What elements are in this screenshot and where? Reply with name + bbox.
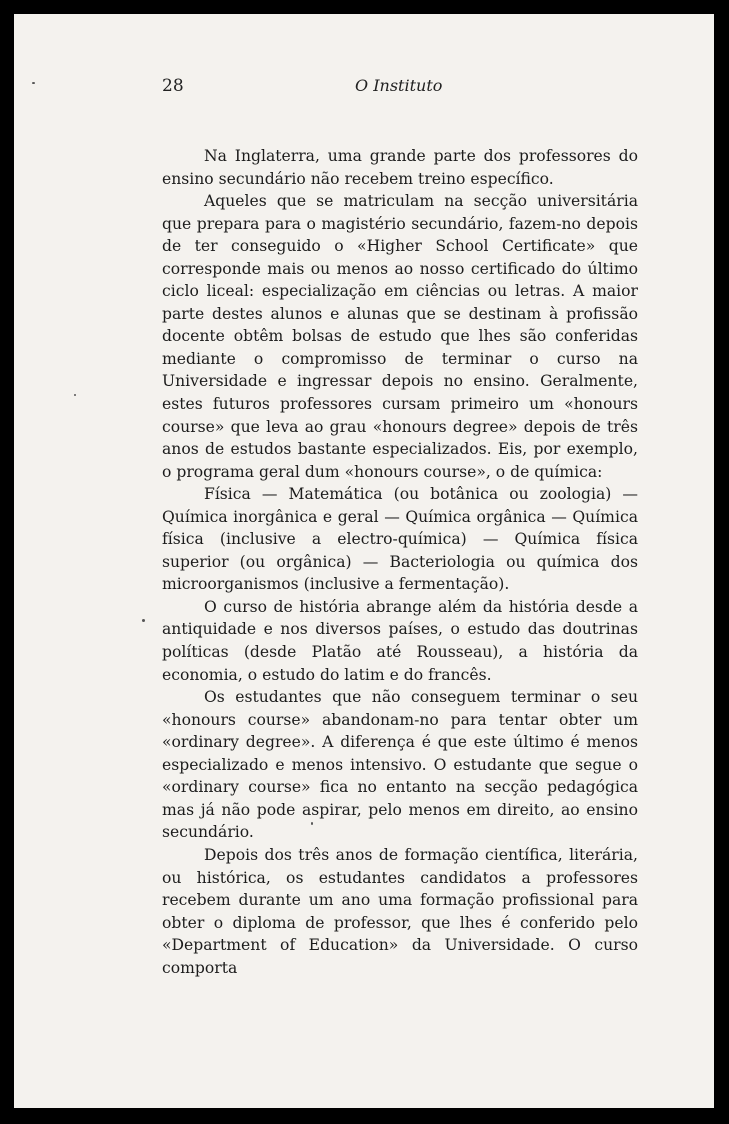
book-page bbox=[14, 14, 714, 1108]
paragraph: Depois dos três anos de formação científica, literária, ou histórica, os estudantes candidatos a professores recebem durante um ano uma formação profissional para obter o diploma de professor, que lhes é conferido pelo «Department of Education» da Universidade. O curso comporta bbox=[162, 845, 638, 977]
paper-speck bbox=[74, 394, 76, 396]
paper-speck bbox=[32, 82, 35, 84]
paragraph: Física — Matemática (ou botânica ou zoologia) — Química inorgânica e geral — Química orgânica — Química física (inclusive a electro-química) — Química física superior (ou orgânica) — Bacteriologia ou química dos microorganismos (inclusive a fermentação). bbox=[162, 485, 638, 594]
paper-speck bbox=[142, 619, 145, 622]
page-number: 28 bbox=[162, 76, 184, 96]
body-text bbox=[162, 145, 638, 979]
page-header bbox=[14, 14, 714, 114]
paper-speck bbox=[311, 822, 313, 825]
paragraph: Os estudantes que não conseguem terminar o seu «honours course» abandonam-no para tentar obter um «ordinary degree». A diferença é que este último é menos especializado e menos intensivo. O estudante que segue o «ordinary course» fica no entanto na secção pedagógica mas já não pode aspirar, pelo menos em direito, ao ensino secundário. bbox=[162, 688, 638, 842]
paragraph: Aqueles que se matriculam na secção universitária que prepara para o magistério secundário, fazem-no depois de ter conseguido o «Higher School Certificate» que corresponde mais ou menos ao nosso certificado do último ciclo liceal: especialização em ciências ou letras. A maior parte destes alunos e alunas que se destinam à profissão docente obtêm bolsas de estudo que lhes são conferidas mediante o compromisso de terminar o curso na Universidade e ingressar depois no ensino. Geralmente, estes futuros professores cursam primeiro um «honours course» que leva ao grau «honours degree» depois de três anos de estudos bastante especializados. Eis, por exemplo, o programa geral dum «honours course», o de química: bbox=[162, 192, 638, 481]
paragraph: Na Inglaterra, uma grande parte dos professores do ensino secundário não recebem treino específico. bbox=[162, 147, 638, 188]
paragraph: O curso de história abrange além da história desde a antiquidade e nos diversos países, o estudo das doutrinas políticas (desde Platão até Rousseau), a história da economia, o estudo do latim e do francês. bbox=[162, 597, 638, 684]
running-title: O Instituto bbox=[355, 76, 443, 95]
